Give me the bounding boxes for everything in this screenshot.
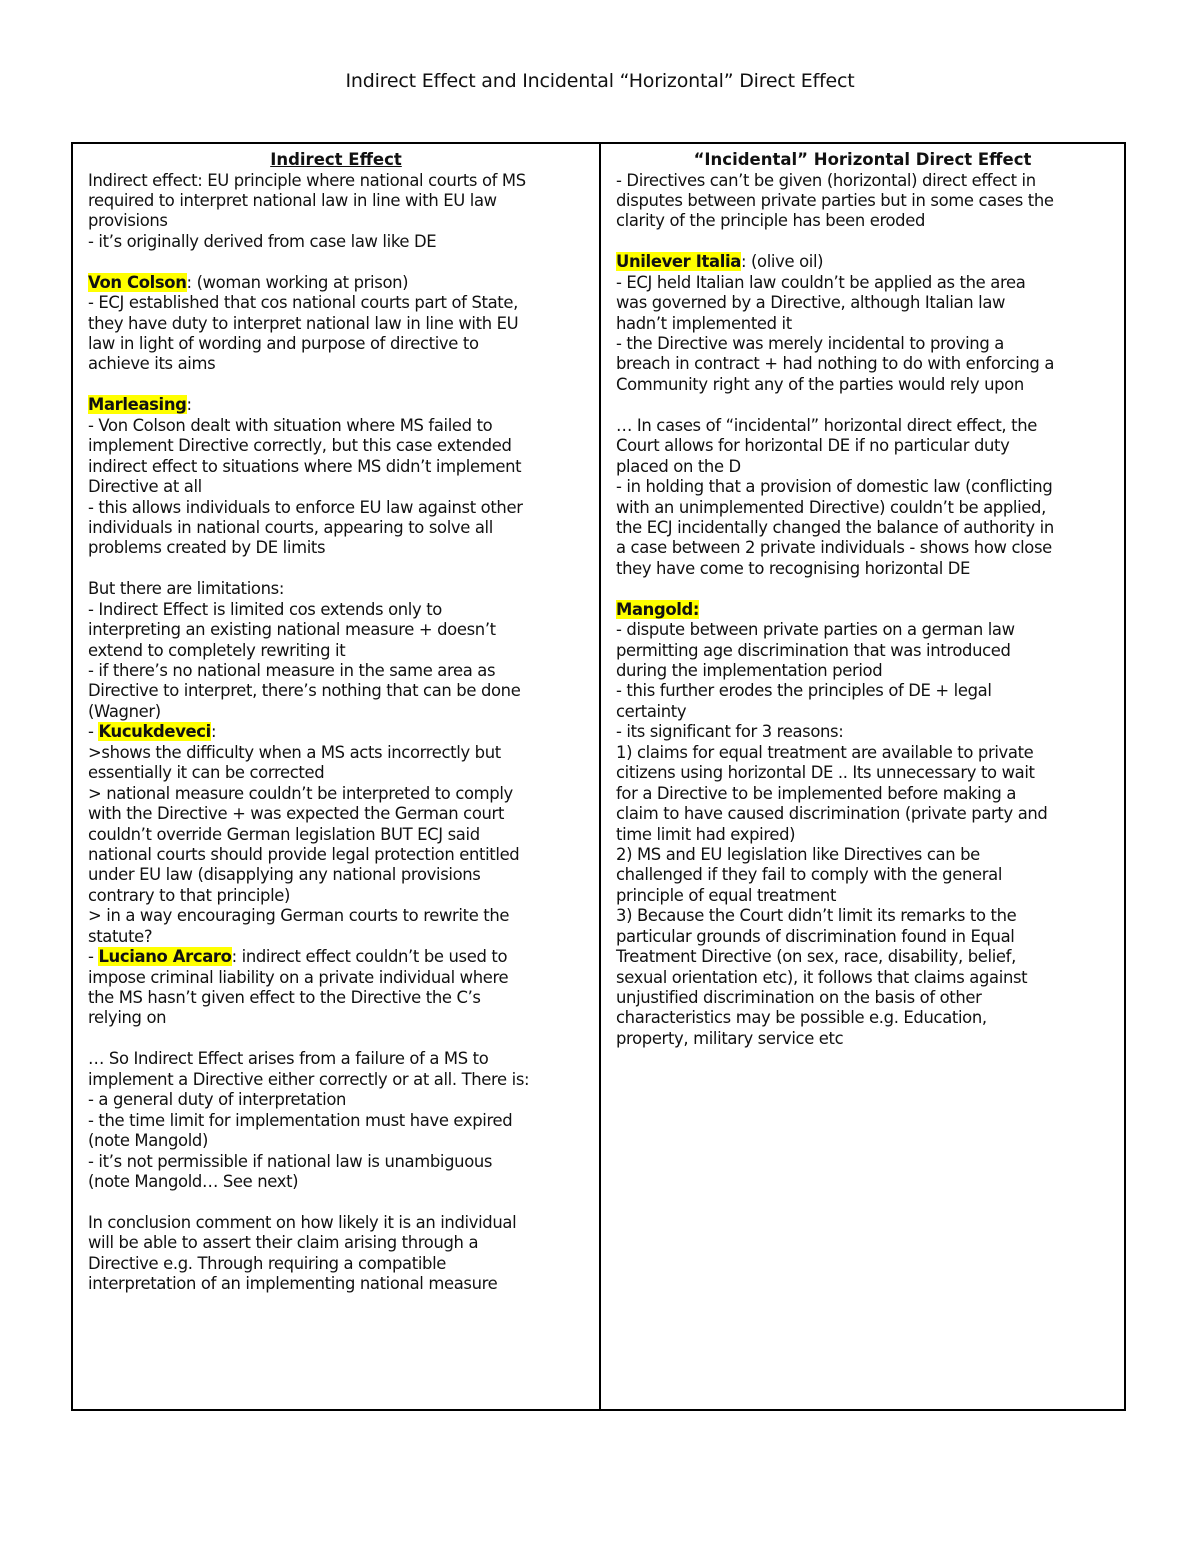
text-segment: contrary to that principle) xyxy=(88,885,291,905)
text-line xyxy=(88,1152,599,1172)
text-segment: (note Mangold) xyxy=(88,1131,208,1151)
text-segment: clarity of the principle has been eroded xyxy=(616,211,925,231)
text-line xyxy=(616,641,1124,661)
blank-line xyxy=(88,252,599,272)
text-line xyxy=(88,1090,599,1110)
text-segment: interpretation of an implementing national measure xyxy=(88,1274,498,1294)
text-segment: - this allows individuals to enforce EU law against other xyxy=(88,497,523,517)
text-segment: - ECJ established that cos national courts part of State, xyxy=(88,293,518,313)
text-line xyxy=(616,477,1124,497)
text-line xyxy=(88,1070,599,1090)
text-line xyxy=(88,906,599,926)
text-segment: Indirect effect: EU principle where national courts of MS xyxy=(88,170,526,190)
text-segment: - Directives can’t be given (horizontal) direct effect in xyxy=(616,170,1036,190)
text-segment: - if there’s no national measure in the same area as xyxy=(88,661,496,680)
incidental-heading: “Incidental” Horizontal Direct Effect xyxy=(693,150,1032,169)
text-line xyxy=(616,334,1124,354)
text-segment: unjustified discrimination on the basis of other xyxy=(616,988,982,1007)
text-line xyxy=(616,661,1124,681)
blank-line xyxy=(88,1029,599,1049)
text-segment: with the Directive + was expected the German court xyxy=(88,804,505,824)
text-segment: Treatment Directive (on sex, race, disability, belief, xyxy=(616,947,1016,967)
text-line xyxy=(88,927,599,947)
text-segment: - xyxy=(88,947,99,967)
text-segment: under EU law (disapplying any national provisions xyxy=(88,865,481,885)
column-heading xyxy=(616,150,1124,171)
text-segment: provisions xyxy=(88,211,168,231)
text-segment: principle of equal treatment xyxy=(616,885,837,905)
text-segment: placed on the D xyxy=(616,456,741,476)
text-line xyxy=(88,886,599,906)
text-line xyxy=(88,1008,599,1028)
text-line xyxy=(88,273,599,293)
blank-line xyxy=(616,395,1124,415)
text-line xyxy=(616,538,1124,558)
text-segment: Community right any of the parties would rely upon xyxy=(616,374,1024,394)
text-line xyxy=(616,825,1124,845)
text-line xyxy=(88,845,599,865)
text-segment: : (woman working at prison) xyxy=(186,272,409,292)
text-segment: - ECJ held Italian law couldn’t be applied as the area xyxy=(616,272,1026,292)
text-segment: property, military service etc xyxy=(616,1028,844,1048)
text-segment: (Wagner) xyxy=(88,701,161,721)
text-line xyxy=(88,661,599,681)
text-segment: individuals in national courts, appearing to solve all xyxy=(88,517,493,537)
text-line xyxy=(88,600,599,620)
highlighted-case-name: Kucukdeveci xyxy=(98,722,211,742)
text-line xyxy=(88,477,599,497)
text-segment: - it’s not permissible if national law is unambiguous xyxy=(88,1151,493,1171)
text-segment: couldn’t override German legislation BUT ECJ said xyxy=(88,824,480,844)
text-segment: 2) MS and EU legislation like Directives can be xyxy=(616,844,980,864)
text-segment: law in light of wording and purpose of directive to xyxy=(88,334,479,353)
text-segment: claim to have caused discrimination (private party and xyxy=(616,804,1048,824)
text-segment: permitting age discrimination that was introduced xyxy=(616,640,1011,660)
blank-line xyxy=(616,232,1124,252)
text-segment: - dispute between private parties on a german law xyxy=(616,620,1015,640)
text-line xyxy=(88,314,599,334)
text-line xyxy=(616,436,1124,456)
text-segment: - the Directive was merely incidental to proving a xyxy=(616,334,1004,353)
text-line xyxy=(88,620,599,640)
text-segment: national courts should provide legal protection entitled xyxy=(88,844,520,864)
text-segment: interpreting an existing national measure + doesn’t xyxy=(88,620,496,640)
text-segment: time limit had expired) xyxy=(616,824,796,844)
text-line xyxy=(616,865,1124,885)
blank-line xyxy=(616,579,1124,599)
text-segment: statute? xyxy=(88,926,153,946)
text-line xyxy=(88,334,599,354)
highlighted-case-name: Luciano Arcaro xyxy=(98,947,232,967)
text-segment: implement Directive correctly, but this case extended xyxy=(88,436,512,456)
text-segment: 1) claims for equal treatment are available to private xyxy=(616,742,1034,762)
text-segment: will be able to assert their claim arising through a xyxy=(88,1233,479,1253)
text-segment: breach in contract + had nothing to do with enforcing a xyxy=(616,354,1055,374)
text-line xyxy=(88,763,599,783)
text-segment: citizens using horizontal DE .. Its unnecessary to wait xyxy=(616,763,1035,783)
column-body xyxy=(616,171,1124,1050)
text-segment: hadn’t implemented it xyxy=(616,313,792,333)
text-line xyxy=(616,273,1124,293)
text-segment: Directive e.g. Through requiring a compatible xyxy=(88,1253,447,1273)
text-segment: - it’s originally derived from case law like DE xyxy=(88,231,437,251)
text-segment: problems created by DE limits xyxy=(88,538,326,558)
text-line xyxy=(616,620,1124,640)
text-segment: - its significant for 3 reasons: xyxy=(616,722,844,742)
text-line xyxy=(616,252,1124,272)
text-line xyxy=(616,988,1124,1008)
text-segment: : xyxy=(210,722,217,742)
highlighted-case-name: Marleasing xyxy=(88,395,187,415)
text-line xyxy=(88,1233,599,1253)
indirect-effect-heading: Indirect Effect xyxy=(270,150,402,169)
text-line xyxy=(616,702,1124,722)
text-line xyxy=(616,354,1124,374)
text-segment: relying on xyxy=(88,1008,167,1028)
text-line xyxy=(616,743,1124,763)
text-line xyxy=(88,191,599,211)
text-segment: - in holding that a provision of domestic law (conflicting xyxy=(616,477,1053,497)
text-line xyxy=(616,804,1124,824)
text-segment: - a general duty of interpretation xyxy=(88,1090,347,1110)
text-line xyxy=(88,436,599,456)
text-segment: during the implementation period xyxy=(616,661,883,680)
highlighted-case-name: Von Colson xyxy=(88,272,187,292)
text-line xyxy=(88,681,599,701)
text-line xyxy=(88,988,599,1008)
text-line xyxy=(88,947,599,967)
text-segment: extend to completely rewriting it xyxy=(88,640,346,660)
text-line xyxy=(88,395,599,415)
text-segment: indirect effect to situations where MS didn’t implement xyxy=(88,456,522,476)
text-segment: essentially it can be corrected xyxy=(88,763,325,783)
text-line xyxy=(88,743,599,763)
text-segment: particular grounds of discrimination found in Equal xyxy=(616,926,1015,946)
text-segment: … So Indirect Effect arises from a failure of a MS to xyxy=(88,1049,489,1069)
text-segment: >shows the difficulty when a MS acts incorrectly but xyxy=(88,742,501,762)
text-line xyxy=(616,845,1124,865)
text-line xyxy=(616,375,1124,395)
text-line xyxy=(88,171,599,191)
text-line xyxy=(616,293,1124,313)
text-line xyxy=(88,354,599,374)
text-segment: implement a Directive either correctly or at all. There is: xyxy=(88,1069,530,1089)
text-line xyxy=(88,784,599,804)
text-line xyxy=(88,1213,599,1233)
text-segment: sexual orientation etc), it follows that claims against xyxy=(616,967,1028,987)
blank-line xyxy=(88,559,599,579)
text-line xyxy=(88,1274,599,1294)
text-segment: In conclusion comment on how likely it is an individual xyxy=(88,1212,517,1232)
text-line xyxy=(616,314,1124,334)
text-segment: they have come to recognising horizontal DE xyxy=(616,558,971,578)
text-line xyxy=(616,211,1124,231)
text-segment: > national measure couldn’t be interpreted to comply xyxy=(88,783,513,803)
text-line xyxy=(88,416,599,436)
text-line xyxy=(616,722,1124,742)
text-segment: certainty xyxy=(616,701,687,721)
text-segment: Court allows for horizontal DE if no particular duty xyxy=(616,436,1010,456)
text-line xyxy=(616,171,1124,191)
text-segment: - Von Colson dealt with situation where MS failed to xyxy=(88,415,493,435)
text-segment: impose criminal liability on a private individual where xyxy=(88,967,509,987)
text-segment: characteristics may be possible e.g. Education, xyxy=(616,1008,987,1028)
text-line xyxy=(616,1029,1124,1049)
text-line xyxy=(88,641,599,661)
blank-line xyxy=(88,375,599,395)
text-line xyxy=(88,538,599,558)
text-segment: … In cases of “incidental” horizontal direct effect, the xyxy=(616,415,1037,435)
text-segment: Directive to interpret, there’s nothing that can be done xyxy=(88,681,521,701)
text-segment: 3) Because the Court didn’t limit its remarks to the xyxy=(616,906,1017,926)
text-segment: disputes between private parties but in some cases the xyxy=(616,190,1054,210)
text-line xyxy=(616,191,1124,211)
text-line xyxy=(88,804,599,824)
column-body xyxy=(88,171,599,1295)
notes-table xyxy=(71,142,1126,1411)
text-segment: - xyxy=(88,722,99,742)
text-segment: they have duty to interpret national law in line with EU xyxy=(88,313,519,333)
text-line xyxy=(616,416,1124,436)
text-line xyxy=(88,293,599,313)
text-line xyxy=(616,947,1124,967)
text-segment: : indirect effect couldn’t be used to xyxy=(231,947,508,967)
text-segment: the MS hasn’t given effect to the Directive the C’s xyxy=(88,988,481,1007)
text-segment: challenged if they fail to comply with the general xyxy=(616,865,1003,885)
text-segment: achieve its aims xyxy=(88,354,216,374)
text-segment: Directive at all xyxy=(88,477,202,497)
text-line xyxy=(616,518,1124,538)
highlighted-case-name: Unilever Italia xyxy=(616,252,741,272)
text-line xyxy=(616,600,1124,620)
blank-line xyxy=(88,1192,599,1212)
text-line xyxy=(88,825,599,845)
text-line xyxy=(88,1254,599,1274)
incidental-horizontal-direct-effect-column xyxy=(601,144,1124,1409)
text-segment: - Indirect Effect is limited cos extends only to xyxy=(88,599,442,619)
text-segment: - this further erodes the principles of DE + legal xyxy=(616,681,992,701)
text-line xyxy=(616,927,1124,947)
text-line xyxy=(616,681,1124,701)
document-title: Indirect Effect and Incidental “Horizontal” Direct Effect xyxy=(345,70,855,92)
text-line xyxy=(88,1131,599,1151)
text-line xyxy=(616,784,1124,804)
text-line xyxy=(88,702,599,722)
text-segment: > in a way encouraging German courts to rewrite the xyxy=(88,906,510,926)
text-line xyxy=(616,886,1124,906)
highlighted-case-name: Mangold: xyxy=(616,599,700,619)
column-heading xyxy=(88,150,599,171)
text-line xyxy=(88,722,599,742)
text-segment: - the time limit for implementation must have expired xyxy=(88,1110,513,1130)
text-segment: was governed by a Directive, although Italian law xyxy=(616,293,1006,313)
text-line xyxy=(616,559,1124,579)
text-line xyxy=(88,498,599,518)
text-line xyxy=(616,763,1124,783)
text-line xyxy=(88,518,599,538)
text-line xyxy=(88,457,599,477)
text-line xyxy=(616,457,1124,477)
text-segment: required to interpret national law in line with EU law xyxy=(88,190,497,210)
text-line xyxy=(616,906,1124,926)
text-line xyxy=(616,498,1124,518)
text-line xyxy=(88,968,599,988)
text-line xyxy=(88,865,599,885)
text-segment: : xyxy=(186,395,192,415)
text-segment: the ECJ incidentally changed the balance of authority in xyxy=(616,517,1054,537)
text-segment: a case between 2 private individuals - shows how close xyxy=(616,538,1052,558)
indirect-effect-column xyxy=(73,144,601,1409)
text-line xyxy=(88,211,599,231)
text-line xyxy=(88,579,599,599)
text-line xyxy=(616,968,1124,988)
text-segment: But there are limitations: xyxy=(88,579,285,599)
text-segment: : (olive oil) xyxy=(740,252,824,272)
text-line xyxy=(88,1111,599,1131)
text-segment: (note Mangold… See next) xyxy=(88,1171,299,1191)
text-line xyxy=(88,1172,599,1192)
text-line xyxy=(88,1049,599,1069)
text-line xyxy=(88,232,599,252)
text-segment: for a Directive to be implemented before making a xyxy=(616,783,1017,803)
text-segment: with an unimplemented Directive) couldn’t be applied, xyxy=(616,497,1046,517)
text-line xyxy=(616,1008,1124,1028)
